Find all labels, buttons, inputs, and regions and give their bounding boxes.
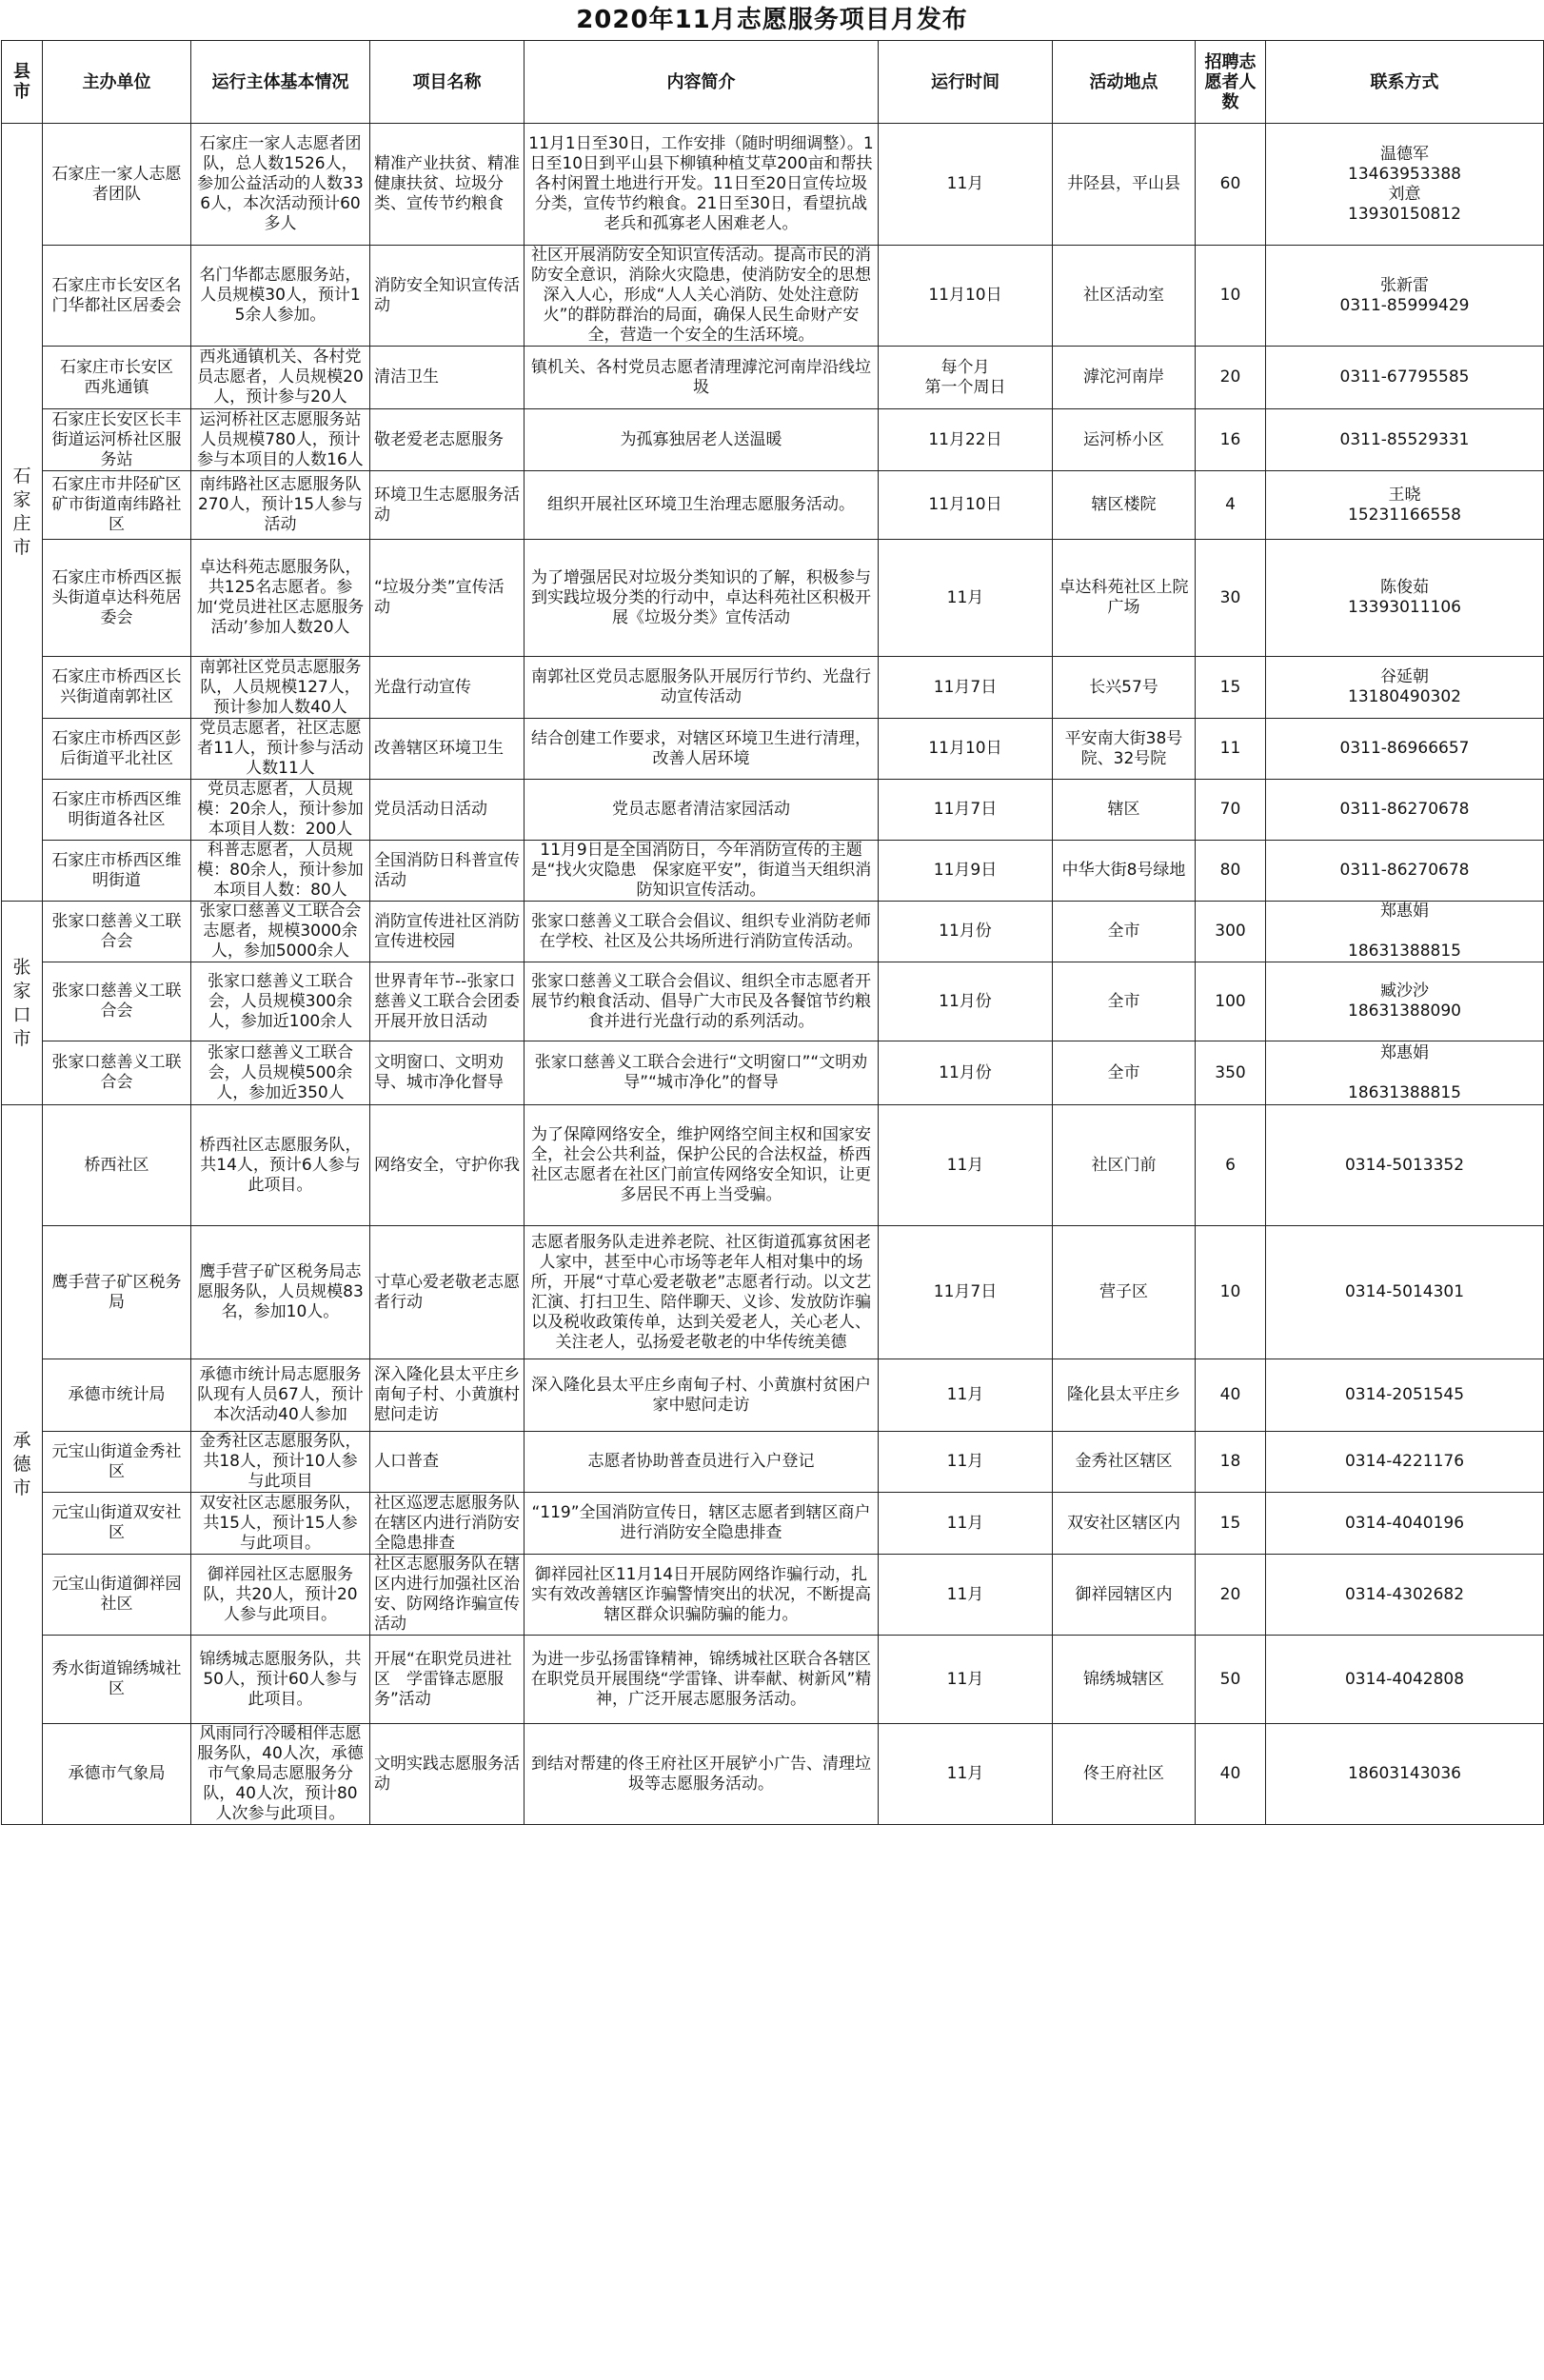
project-cell: 人口普查 (370, 1432, 525, 1493)
contact-cell: 0311-86966657 (1266, 719, 1544, 780)
time-cell: 11月7日 (879, 1226, 1053, 1359)
table-row (2, 962, 1544, 1041)
project-cell: 网络安全，守护你我 (370, 1105, 525, 1226)
recruit-cell: 30 (1196, 540, 1266, 657)
recruit-cell: 80 (1196, 841, 1266, 902)
location-cell: 全市 (1053, 902, 1196, 962)
basic-info-cell: 南郭社区党员志愿服务队，人员规模127人，预计参加人数40人 (191, 657, 370, 719)
project-cell: 精准产业扶贫、精准健康扶贫、垃圾分类、宣传节约粮食 (370, 124, 525, 246)
recruit-cell: 350 (1196, 1041, 1266, 1105)
project-cell: 社区巡逻志愿服务队在辖区内进行消防安全隐患排查 (370, 1493, 525, 1555)
contact-cell: 0314-2051545 (1266, 1359, 1544, 1432)
contact-cell: 张新雷 0311-85999429 (1266, 246, 1544, 347)
contact-cell: 0314-4040196 (1266, 1493, 1544, 1555)
contact-cell: 0314-5013352 (1266, 1105, 1544, 1226)
location-cell: 全市 (1053, 962, 1196, 1041)
content-cell: 张家口慈善义工联合会进行“文明窗口”“文明劝导”“城市净化”的督导 (525, 1041, 879, 1105)
project-cell: 文明窗口、文明劝导、城市净化督导 (370, 1041, 525, 1105)
organizer-cell: 石家庄市长安区名门华都社区居委会 (43, 246, 191, 347)
basic-info-cell: 鹰手营子矿区税务局志愿服务队，人员规模83名，参加10人。 (191, 1226, 370, 1359)
time-cell: 11月 (879, 1105, 1053, 1226)
recruit-cell: 11 (1196, 719, 1266, 780)
content-cell: 11月9日是全国消防日，今年消防宣传的主题是“找火灾隐患 保家庭平安”，街道当天组织消防知识宣传活动。 (525, 841, 879, 902)
basic-info-cell: 西兆通镇机关、各村党员志愿者，人员规模20人，预计参与20人 (191, 347, 370, 409)
project-cell: “垃圾分类”宣传活动 (370, 540, 525, 657)
content-cell: 张家口慈善义工联合会倡议、组织全市志愿者开展节约粮食活动、倡导广大市民及各餐馆节约粮食并进行光盘行动的系列活动。 (525, 962, 879, 1041)
header-content: 内容简介 (525, 41, 879, 124)
project-cell: 文明实践志愿服务活动 (370, 1724, 525, 1825)
content-cell: 志愿者协助普查员进行入户登记 (525, 1432, 879, 1493)
basic-info-cell: 张家口慈善义工联合会志愿者，规模3000余人，参加5000余人 (191, 902, 370, 962)
time-cell: 11月份 (879, 1041, 1053, 1105)
time-cell: 11月10日 (879, 246, 1053, 347)
location-cell: 御祥园辖区内 (1053, 1555, 1196, 1636)
project-cell: 改善辖区环境卫生 (370, 719, 525, 780)
content-cell: 11月1日至30日，工作安排（随时明细调整）。1日至10日到平山县下柳镇种植艾草200亩和帮扶各村闲置土地进行开发。11日至20日宣传垃圾分类，宣传节约粮食。21日至30日，看望抗战老兵和孤寡老人困难老人。 (525, 124, 879, 246)
organizer-cell: 张家口慈善义工联合会 (43, 902, 191, 962)
location-cell: 全市 (1053, 1041, 1196, 1105)
basic-info-cell: 科普志愿者，人员规模：80余人，预计参加本项目人数：80人 (191, 841, 370, 902)
time-cell: 11月 (879, 124, 1053, 246)
location-cell: 井陉县，平山县 (1053, 124, 1196, 246)
header-project: 项目名称 (370, 41, 525, 124)
content-cell: 党员志愿者清洁家园活动 (525, 780, 879, 841)
content-cell: 志愿者服务队走进养老院、社区街道孤寡贫困老人家中，甚至中心市场等老年人相对集中的场所，开展“寸草心爱老敬老”志愿者行动。以文艺汇演、打扫卫生、陪伴聊天、义诊、发放防诈骗以及税收政策传单，达到关爱老人，关心老人、关注老人，弘扬爱老敬老的中华传统美德 (525, 1226, 879, 1359)
content-cell: 张家口慈善义工联合会倡议、组织专业消防老师在学校、社区及公共场所进行消防宣传活动。 (525, 902, 879, 962)
recruit-cell: 10 (1196, 246, 1266, 347)
table-row (2, 1105, 1544, 1226)
contact-cell: 0311-86270678 (1266, 841, 1544, 902)
time-cell: 11月 (879, 1432, 1053, 1493)
location-cell: 营子区 (1053, 1226, 1196, 1359)
time-cell: 11月 (879, 1555, 1053, 1636)
location-cell: 平安南大街38号院、32号院 (1053, 719, 1196, 780)
table-row (2, 719, 1544, 780)
project-cell: 开展“在职党员进社区 学雷锋志愿服务”活动 (370, 1636, 525, 1724)
organizer-cell: 石家庄市桥西区长兴街道南郭社区 (43, 657, 191, 719)
project-cell: 社区志愿服务队在辖区内进行加强社区治安、防网络诈骗宣传活动 (370, 1555, 525, 1636)
project-cell: 消防宣传进社区消防宣传进校园 (370, 902, 525, 962)
table-row (2, 780, 1544, 841)
table-row (2, 1493, 1544, 1555)
content-cell: 到结对帮建的佟王府社区开展铲小广告、清理垃圾等志愿服务活动。 (525, 1724, 879, 1825)
time-cell: 11月7日 (879, 780, 1053, 841)
organizer-cell: 石家庄长安区长丰街道运河桥社区服务站 (43, 409, 191, 471)
project-cell: 光盘行动宣传 (370, 657, 525, 719)
basic-info-cell: 卓达科苑志愿服务队，共125名志愿者。参加‘党员进社区志愿服务活动’参加人数20人 (191, 540, 370, 657)
time-cell: 每个月 第一个周日 (879, 347, 1053, 409)
time-cell: 11月10日 (879, 471, 1053, 540)
location-cell: 双安社区辖区内 (1053, 1493, 1196, 1555)
basic-info-cell: 张家口慈善义工联合会，人员规模500余人，参加近350人 (191, 1041, 370, 1105)
time-cell: 11月份 (879, 902, 1053, 962)
table-row (2, 1226, 1544, 1359)
recruit-cell: 18 (1196, 1432, 1266, 1493)
location-cell: 佟王府社区 (1053, 1724, 1196, 1825)
time-cell: 11月 (879, 1636, 1053, 1724)
table-row (2, 409, 1544, 471)
project-cell: 清洁卫生 (370, 347, 525, 409)
time-cell: 11月 (879, 1724, 1053, 1825)
contact-cell: 郑惠娟 18631388815 (1266, 902, 1544, 962)
recruit-cell: 300 (1196, 902, 1266, 962)
table-row (2, 1432, 1544, 1493)
recruit-cell: 16 (1196, 409, 1266, 471)
location-cell: 隆化县太平庄乡 (1053, 1359, 1196, 1432)
recruit-cell: 20 (1196, 347, 1266, 409)
organizer-cell: 元宝山街道双安社区 (43, 1493, 191, 1555)
basic-info-cell: 风雨同行冷暖相伴志愿服务队，40人次，承德市气象局志愿服务分队，40人次，预计80人次参与此项目。 (191, 1724, 370, 1825)
recruit-cell: 40 (1196, 1724, 1266, 1825)
organizer-cell: 元宝山街道金秀社区 (43, 1432, 191, 1493)
contact-cell: 18603143036 (1266, 1724, 1544, 1825)
contact-cell: 郑惠娟 18631388815 (1266, 1041, 1544, 1105)
recruit-cell: 50 (1196, 1636, 1266, 1724)
time-cell: 11月7日 (879, 657, 1053, 719)
location-cell: 卓达科苑社区上院广场 (1053, 540, 1196, 657)
time-cell: 11月 (879, 540, 1053, 657)
content-cell: 南郭社区党员志愿服务队开展厉行节约、光盘行动宣传活动 (525, 657, 879, 719)
project-cell: 消防安全知识宣传活动 (370, 246, 525, 347)
time-cell: 11月份 (879, 962, 1053, 1041)
header-contact: 联系方式 (1266, 41, 1544, 124)
project-cell: 敬老爱老志愿服务 (370, 409, 525, 471)
contact-cell: 0311-67795585 (1266, 347, 1544, 409)
organizer-cell: 承德市气象局 (43, 1724, 191, 1825)
table-row (2, 540, 1544, 657)
time-cell: 11月10日 (879, 719, 1053, 780)
content-cell: 结合创建工作要求，对辖区环境卫生进行清理，改善人居环境 (525, 719, 879, 780)
project-cell: 环境卫生志愿服务活动 (370, 471, 525, 540)
content-cell: 社区开展消防安全知识宣传活动。提高市民的消防安全意识，消除火灾隐患，使消防安全的思想深入人心，形成“人人关心消防、处处注意防火”的群防群治的局面，确保人民生命财产安全，营造一个安全的生活环境。 (525, 246, 879, 347)
recruit-cell: 10 (1196, 1226, 1266, 1359)
location-cell: 辖区 (1053, 780, 1196, 841)
basic-info-cell: 运河桥社区志愿服务站人员规模780人，预计参与本项目的人数16人 (191, 409, 370, 471)
county-cell: 承 德 市 (2, 1105, 43, 1825)
content-cell: 深入隆化县太平庄乡南甸子村、小黄旗村贫困户家中慰问走访 (525, 1359, 879, 1432)
contact-cell: 0314-4221176 (1266, 1432, 1544, 1493)
time-cell: 11月22日 (879, 409, 1053, 471)
location-cell: 运河桥小区 (1053, 409, 1196, 471)
recruit-cell: 40 (1196, 1359, 1266, 1432)
table-row (2, 1636, 1544, 1724)
table-row (2, 1555, 1544, 1636)
header-basic-info: 运行主体基本情况 (191, 41, 370, 124)
contact-cell: 王晓 15231166558 (1266, 471, 1544, 540)
location-cell: 社区活动室 (1053, 246, 1196, 347)
recruit-cell: 100 (1196, 962, 1266, 1041)
recruit-cell: 20 (1196, 1555, 1266, 1636)
content-cell: 御祥园社区11月14日开展防网络诈骗行动，扎实有效改善辖区诈骗警情突出的状况，不断提高辖区群众识骗防骗的能力。 (525, 1555, 879, 1636)
header-time: 运行时间 (879, 41, 1053, 124)
header-county: 县市 (2, 41, 43, 124)
header-organizer: 主办单位 (43, 41, 191, 124)
header-location: 活动地点 (1053, 41, 1196, 124)
table-row (2, 1041, 1544, 1105)
project-cell: 党员活动日活动 (370, 780, 525, 841)
table-row (2, 347, 1544, 409)
county-cell: 张 家 口 市 (2, 902, 43, 1105)
basic-info-cell: 张家口慈善义工联合会，人员规模300余人，参加近100余人 (191, 962, 370, 1041)
basic-info-cell: 金秀社区志愿服务队，共18人，预计10人参与此项目 (191, 1432, 370, 1493)
table-row (2, 124, 1544, 246)
table-row (2, 246, 1544, 347)
project-cell: 深入隆化县太平庄乡南甸子村、小黄旗村慰问走访 (370, 1359, 525, 1432)
basic-info-cell: 党员志愿者，人员规模：20余人，预计参加本项目人数：200人 (191, 780, 370, 841)
contact-cell: 陈俊茹 13393011106 (1266, 540, 1544, 657)
project-cell: 世界青年节--张家口慈善义工联合会团委开展开放日活动 (370, 962, 525, 1041)
header-recruit: 招聘志愿者人数 (1196, 41, 1266, 124)
county-cell: 石 家 庄 市 (2, 124, 43, 902)
basic-info-cell: 御祥园社区志愿服务队，共20人，预计20人参与此项目。 (191, 1555, 370, 1636)
table-row (2, 1359, 1544, 1432)
organizer-cell: 石家庄市长安区 西兆通镇 (43, 347, 191, 409)
recruit-cell: 15 (1196, 1493, 1266, 1555)
header-row (2, 41, 1544, 124)
location-cell: 滹沱河南岸 (1053, 347, 1196, 409)
page-title: 2020年11月志愿服务项目月发布 (576, 6, 968, 34)
organizer-cell: 秀水街道锦绣城社区 (43, 1636, 191, 1724)
recruit-cell: 60 (1196, 124, 1266, 246)
location-cell: 锦绣城辖区 (1053, 1636, 1196, 1724)
organizer-cell: 鹰手营子矿区税务局 (43, 1226, 191, 1359)
content-cell: 为孤寡独居老人送温暖 (525, 409, 879, 471)
volunteer-table (1, 40, 1544, 1825)
location-cell: 金秀社区辖区 (1053, 1432, 1196, 1493)
content-cell: 为进一步弘扬雷锋精神，锦绣城社区联合各辖区在职党员开展围绕“学雷锋、讲奉献、树新风”精神，广泛开展志愿服务活动。 (525, 1636, 879, 1724)
contact-cell: 0314-4302682 (1266, 1555, 1544, 1636)
recruit-cell: 70 (1196, 780, 1266, 841)
content-cell: 为了增强居民对垃圾分类知识的了解，积极参与到实践垃圾分类的行动中，卓达科苑社区积极开展《垃圾分类》宣传活动 (525, 540, 879, 657)
project-cell: 寸草心爱老敬老志愿者行动 (370, 1226, 525, 1359)
content-cell: 镇机关、各村党员志愿者清理滹沱河南岸沿线垃圾 (525, 347, 879, 409)
basic-info-cell: 锦绣城志愿服务队，共50人，预计60人参与此项目。 (191, 1636, 370, 1724)
recruit-cell: 4 (1196, 471, 1266, 540)
table-row (2, 1724, 1544, 1825)
project-cell: 全国消防日科普宣传活动 (370, 841, 525, 902)
organizer-cell: 元宝山街道御祥园社区 (43, 1555, 191, 1636)
location-cell: 长兴57号 (1053, 657, 1196, 719)
time-cell: 11月 (879, 1359, 1053, 1432)
contact-cell: 0314-5014301 (1266, 1226, 1544, 1359)
organizer-cell: 石家庄市桥西区振头街道卓达科苑居委会 (43, 540, 191, 657)
basic-info-cell: 石家庄一家人志愿者团队，总人数1526人，参加公益活动的人数336人，本次活动预计60多人 (191, 124, 370, 246)
organizer-cell: 张家口慈善义工联合会 (43, 962, 191, 1041)
organizer-cell: 石家庄市桥西区彭后街道平北社区 (43, 719, 191, 780)
content-cell: 组织开展社区环境卫生治理志愿服务活动。 (525, 471, 879, 540)
table-row (2, 471, 1544, 540)
contact-cell: 0311-86270678 (1266, 780, 1544, 841)
organizer-cell: 石家庄市桥西区维明街道 (43, 841, 191, 902)
location-cell: 社区门前 (1053, 1105, 1196, 1226)
contact-cell: 臧沙沙 18631388090 (1266, 962, 1544, 1041)
location-cell: 中华大街8号绿地 (1053, 841, 1196, 902)
basic-info-cell: 桥西社区志愿服务队，共14人，预计6人参与此项目。 (191, 1105, 370, 1226)
organizer-cell: 承德市统计局 (43, 1359, 191, 1432)
content-cell: 为了保障网络安全，维护网络空间主权和国家安全，社会公共利益，保护公民的合法权益，桥西社区志愿者在社区门前宣传网络安全知识，让更多居民不再上当受骗。 (525, 1105, 879, 1226)
recruit-cell: 15 (1196, 657, 1266, 719)
contact-cell: 谷延朝 13180490302 (1266, 657, 1544, 719)
basic-info-cell: 党员志愿者，社区志愿者11人，预计参与活动人数11人 (191, 719, 370, 780)
table-row (2, 841, 1544, 902)
organizer-cell: 桥西社区 (43, 1105, 191, 1226)
time-cell: 11月 (879, 1493, 1053, 1555)
recruit-cell: 6 (1196, 1105, 1266, 1226)
organizer-cell: 石家庄市井陉矿区矿市街道南纬路社区 (43, 471, 191, 540)
table-row (2, 657, 1544, 719)
basic-info-cell: 名门华都志愿服务站，人员规模30人，预计15余人参加。 (191, 246, 370, 347)
basic-info-cell: 南纬路社区志愿服务队270人，预计15人参与活动 (191, 471, 370, 540)
organizer-cell: 石家庄一家人志愿者团队 (43, 124, 191, 246)
table-body (2, 124, 1544, 1825)
basic-info-cell: 承德市统计局志愿服务队现有人员67人，预计本次活动40人参加 (191, 1359, 370, 1432)
time-cell: 11月9日 (879, 841, 1053, 902)
contact-cell: 0314-4042808 (1266, 1636, 1544, 1724)
contact-cell: 温德军 13463953388 刘意 13930150812 (1266, 124, 1544, 246)
basic-info-cell: 双安社区志愿服务队，共15人，预计15人参与此项目。 (191, 1493, 370, 1555)
content-cell: “119”全国消防宣传日，辖区志愿者到辖区商户进行消防安全隐患排查 (525, 1493, 879, 1555)
location-cell: 辖区楼院 (1053, 471, 1196, 540)
table-row (2, 902, 1544, 962)
organizer-cell: 石家庄市桥西区维明街道各社区 (43, 780, 191, 841)
contact-cell: 0311-85529331 (1266, 409, 1544, 471)
organizer-cell: 张家口慈善义工联合会 (43, 1041, 191, 1105)
